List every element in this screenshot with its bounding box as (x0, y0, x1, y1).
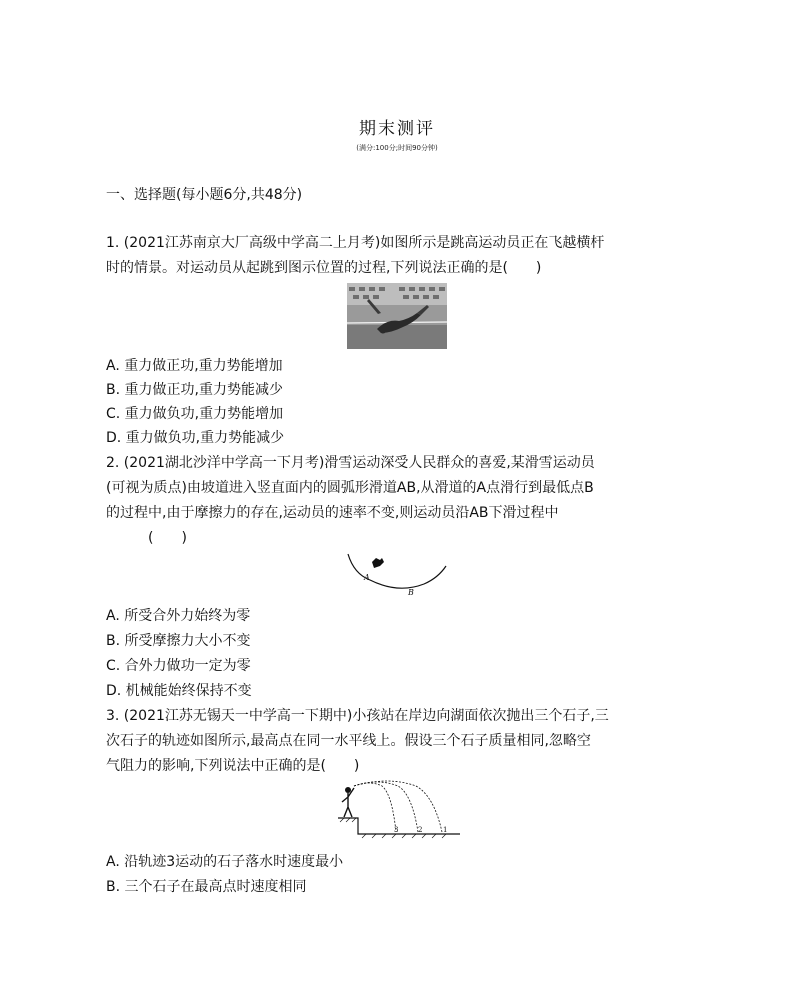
q2-stem-line-3: 的过程中,由于摩擦力的存在,运动员的速率不变,则运动员沿AB下滑过程中 (106, 505, 559, 521)
q3-option-b: B. 三个石子在最高点时速度相同 (106, 879, 307, 895)
ski-label-a: A (364, 573, 370, 582)
q3-option-a: A. 沿轨迹3运动的石子落水时速度最小 (106, 854, 344, 870)
q2-stem-line-1: 2. (2021湖北沙洋中学高一下月考)滑雪运动深受人民群众的喜爱,某滑雪运动员 (106, 455, 595, 471)
q1-option-c: C. 重力做负功,重力势能增加 (106, 406, 284, 422)
q1-stem-line-1: 1. (2021江苏南京大厂高级中学高二上月考)如图所示是跳高运动员正在飞越横杆 (106, 235, 605, 251)
q2-stem-line-2: (可视为质点)由坡道进入竖直面内的圆弧形滑道AB,从滑道的A点滑行到最低点B (106, 480, 594, 496)
ski-track-diagram (346, 550, 450, 598)
q3-stem-line-2: 次石子的轨迹如图所示,最高点在同一水平线上。假设三个石子质量相同,忽略空 (106, 733, 591, 749)
ski-label-b: B (408, 588, 414, 597)
q1-option-d: D. 重力做负功,重力势能减少 (106, 430, 285, 446)
section-heading: 一、选择题(每小题6分,共48分) (106, 187, 303, 203)
trajectory-label-3: 3 (394, 826, 399, 834)
trajectory-label-1: 1 (443, 826, 448, 834)
q2-stem-line-4: ( ) (148, 530, 187, 546)
q3-stem-line-3: 气阻力的影响,下列说法中正确的是( ) (106, 758, 360, 774)
q2-option-c: C. 合外力做功一定为零 (106, 658, 251, 674)
trajectory-label-2: 2 (418, 826, 423, 834)
page-subtitle: (满分:100分;时间90分钟) (356, 144, 438, 152)
high-jump-photo (347, 283, 447, 349)
q2-option-d: D. 机械能始终保持不变 (106, 683, 252, 699)
q1-option-a: A. 重力做正功,重力势能增加 (106, 358, 283, 374)
q2-option-b: B. 所受摩擦力大小不变 (106, 633, 251, 649)
stone-throw-diagram (336, 780, 460, 840)
q3-stem-line-1: 3. (2021江苏无锡天一中学高一下期中)小孩站在岸边向湖面依次抛出三个石子,三 (106, 708, 609, 724)
q1-option-b: B. 重力做正功,重力势能减少 (106, 382, 283, 398)
page-title: 期末测评 (359, 119, 435, 139)
q1-stem-line-2: 时的情景。对运动员从起跳到图示位置的过程,下列说法正确的是( ) (106, 260, 542, 276)
q2-option-a: A. 所受合外力始终为零 (106, 608, 251, 624)
